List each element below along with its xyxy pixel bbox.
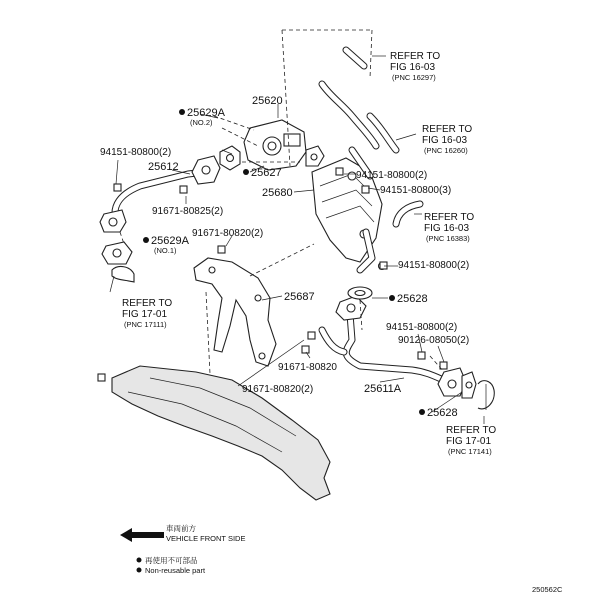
gasket-25628-lower xyxy=(462,372,476,398)
refer-17111-label xyxy=(122,298,172,329)
egr-bracket-25687 xyxy=(194,258,276,366)
label-25628-a: 25628 xyxy=(397,293,428,305)
legend-nonreuse-jp: 再使用不可部品 xyxy=(145,556,198,565)
non-reusable-dot xyxy=(389,295,395,301)
label-25628-b: 25628 xyxy=(427,407,458,419)
gasket-25628-upper xyxy=(348,287,372,299)
label-91671-820c: 91671-80820(2) xyxy=(242,384,314,395)
label-94151-r4: 94151-80800(2) xyxy=(386,322,458,333)
non-reusable-dot xyxy=(143,237,149,243)
refer-17141-line1: REFER TO xyxy=(446,425,497,436)
label-25629a-no2-note: (NO.2) xyxy=(190,118,213,127)
non-reusable-legend xyxy=(137,555,206,575)
label-25629a-no2: 25629A xyxy=(187,107,225,119)
label-25687: 25687 xyxy=(284,291,315,303)
label-94151-left: 94151-80800(2) xyxy=(100,147,172,158)
exhaust-flange-17111 xyxy=(112,267,134,282)
non-reusable-dot-icon xyxy=(137,568,142,573)
label-25627: 25627 xyxy=(251,167,282,179)
egr-pipe-25611a xyxy=(322,296,466,396)
refer-16383-line2: FIG 16-03 xyxy=(424,223,470,234)
refer-16297-line1: REFER TO xyxy=(390,51,441,62)
refer-16297-line3: (PNC 16297) xyxy=(392,73,436,82)
refer-16260-line2: FIG 16-03 xyxy=(422,135,468,146)
label-91671-820b: 91671-80820 xyxy=(278,362,337,373)
label-94151-r3: 94151-80800(2) xyxy=(398,260,470,271)
exhaust-flange-17141 xyxy=(478,381,494,410)
non-reusable-dot xyxy=(419,409,425,415)
gasket-25627 xyxy=(306,146,324,166)
refer-17141-label xyxy=(446,425,496,456)
legend-nonreuse-en: Non-reusable part xyxy=(145,566,206,575)
arrow-left-icon xyxy=(120,528,164,542)
label-25612: 25612 xyxy=(148,161,179,173)
label-94151-r1: 94151-80800(2) xyxy=(356,170,428,181)
legend-front-en: VEHICLE FRONT SIDE xyxy=(166,534,246,543)
refer-16260-line3: (PNC 16260) xyxy=(424,146,468,155)
label-25629a-no1: 25629A xyxy=(151,235,189,247)
refer-16383-line3: (PNC 16383) xyxy=(426,234,470,243)
refer-16383-line1: REFER TO xyxy=(424,212,475,223)
gasket-25629a-no2 xyxy=(220,146,240,170)
refer-16260-label xyxy=(422,124,472,155)
refer-16297-label xyxy=(390,51,440,82)
label-91671-820a: 91671-80820(2) xyxy=(192,228,264,239)
label-25629a-no1-note: (NO.1) xyxy=(154,246,177,255)
refer-17141-line3: (PNC 17141) xyxy=(448,447,492,456)
non-reusable-dot-icon xyxy=(137,558,142,563)
label-25620: 25620 xyxy=(252,95,283,107)
refer-16297-line2: FIG 16-03 xyxy=(390,62,436,73)
non-reusable-dot xyxy=(243,169,249,175)
label-94151-r2: 94151-80800(3) xyxy=(380,185,452,196)
vehicle-front-legend xyxy=(120,523,245,543)
refer-16260-line1: REFER TO xyxy=(422,124,473,135)
gasket-25629a-no1 xyxy=(102,242,132,264)
label-25680: 25680 xyxy=(262,187,293,199)
label-91671-825: 91671-80825(2) xyxy=(152,206,224,217)
refer-17111-line2: FIG 17-01 xyxy=(122,309,168,320)
refer-17111-line1: REFER TO xyxy=(122,298,173,309)
non-reusable-dot xyxy=(179,109,185,115)
egr-valve-25620 xyxy=(244,120,306,170)
figure-id: 250562C xyxy=(532,585,563,594)
legend-front-jp: 車両前方 xyxy=(166,524,196,533)
refer-17141-line2: FIG 17-01 xyxy=(446,436,492,447)
label-90126: 90126-08050(2) xyxy=(398,335,470,346)
refer-16383-label xyxy=(424,212,474,243)
water-hose-16297 xyxy=(322,50,376,146)
refer-17111-line3: (PNC 17111) xyxy=(124,320,167,329)
label-25611a: 25611A xyxy=(364,383,402,395)
